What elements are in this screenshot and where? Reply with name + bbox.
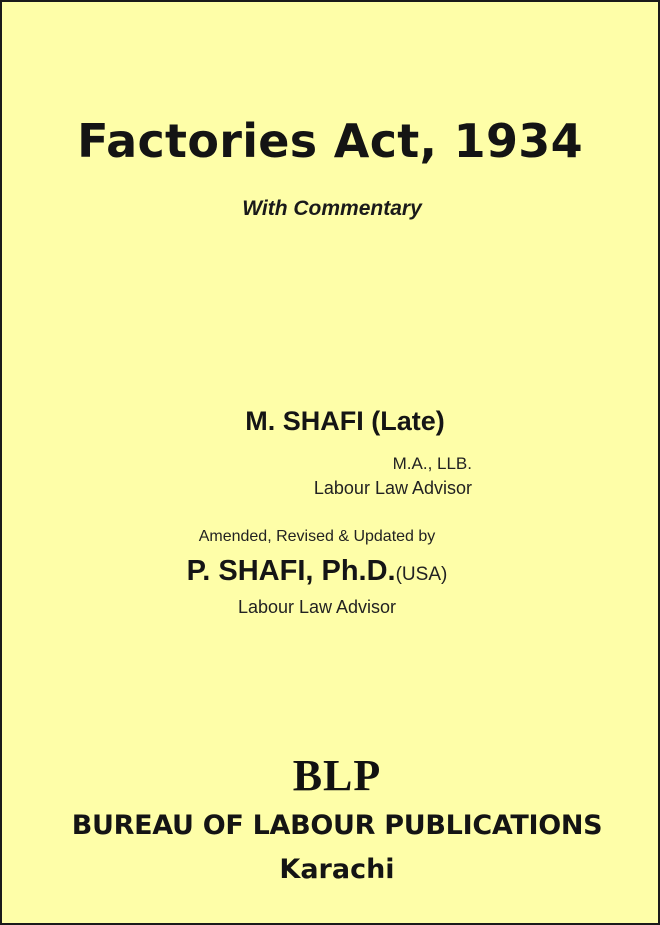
current-author-role: Labour Law Advisor	[237, 597, 397, 617]
original-author-role: Labour Law Advisor	[313, 478, 472, 498]
current-author-suffix: (USA)	[395, 564, 448, 585]
book-title: Factories Act, 1934	[77, 114, 583, 168]
publisher-logo: BLP	[292, 751, 382, 800]
original-author-qualifications: M.A., LLB.	[392, 454, 472, 473]
publisher-city: Karachi	[279, 854, 395, 885]
current-author-name: P. SHAFI, Ph.D.	[186, 555, 396, 587]
book-subtitle: With Commentary	[242, 197, 422, 220]
current-author-line	[62, 555, 572, 588]
original-author-name: M. SHAFI (Late)	[245, 406, 445, 436]
amendment-note: Amended, Revised & Updated by	[198, 528, 436, 545]
publisher-name: BUREAU OF LABOUR PUBLICATIONS	[71, 810, 603, 841]
